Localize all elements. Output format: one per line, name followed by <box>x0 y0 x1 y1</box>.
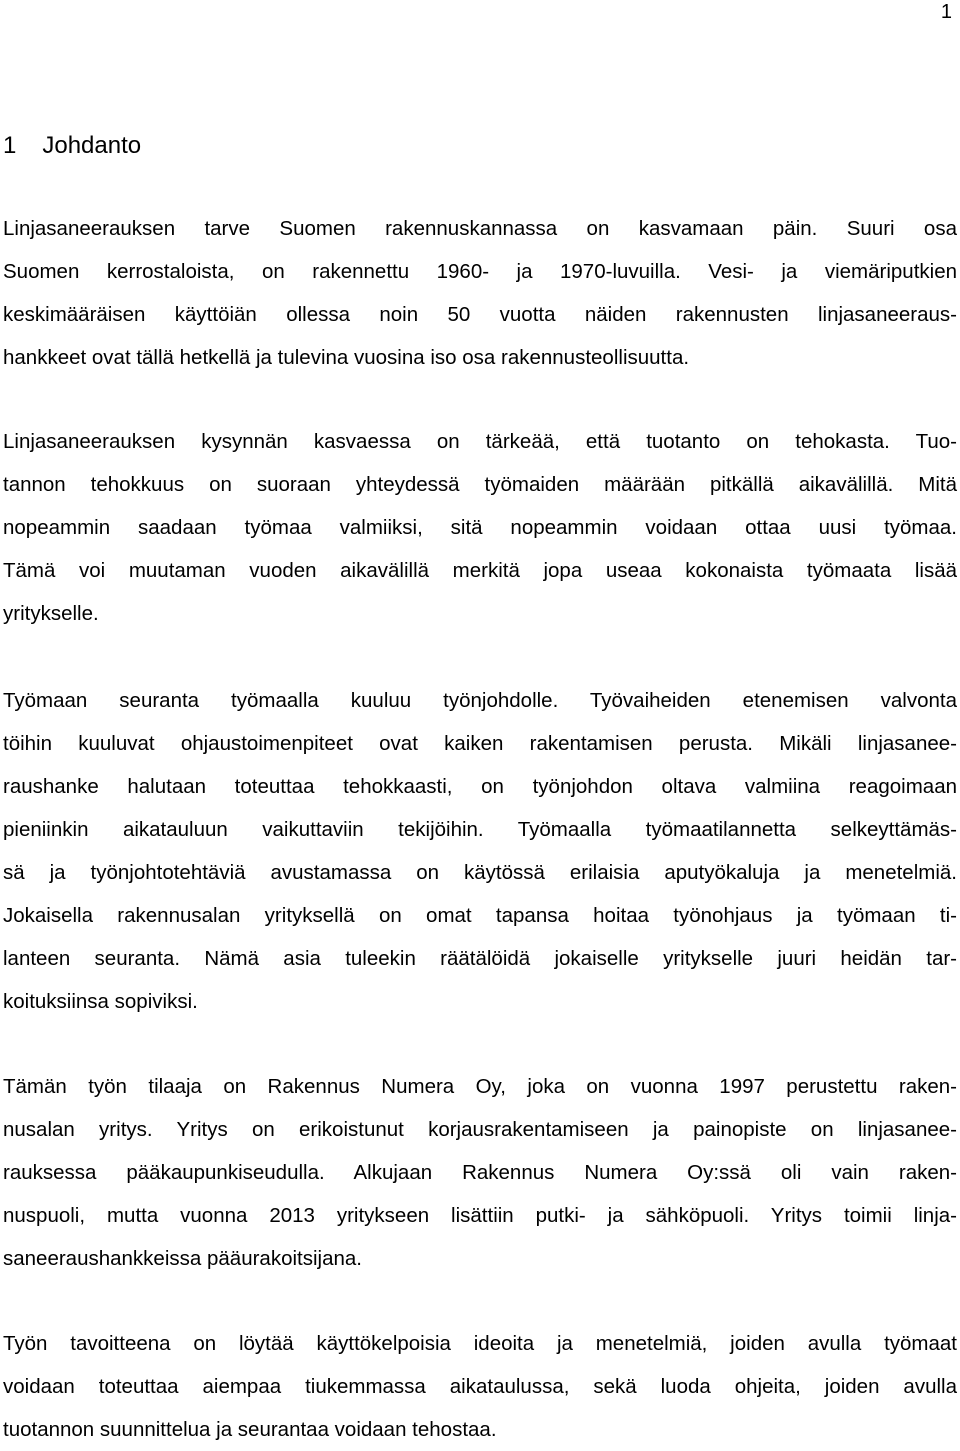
text-line: Jokaisella rakennusalan yrityksellä on omat tapansa hoitaa työnohjaus ja työmaan ti- <box>3 904 957 927</box>
text-line: keskimääräisen käyttöiän ollessa noin 50 vuotta näiden rakennusten linjasaneeraus- <box>3 303 957 326</box>
text-line: saneeraushankkeissa pääurakoitsijana. <box>3 1247 362 1270</box>
text-line: sä ja työnjohtotehtäviä avustamassa on käytössä erilaisia aputyökaluja ja menetelmiä. <box>3 861 957 884</box>
section-title: Johdanto <box>42 132 142 159</box>
paragraph-2 <box>3 420 957 635</box>
text-line: voidaan toteuttaa aiempaa tiukemmassa aikataulussa, sekä luoda ohjeita, joiden avulla <box>3 1375 957 1398</box>
text-line: koituksiinsa sopiviksi. <box>3 990 198 1013</box>
paragraph-1 <box>3 207 957 379</box>
text-line: tuotannon suunnittelua ja seurantaa voidaan tehostaa. <box>3 1418 497 1441</box>
text-line: pieniinkin aikatauluun vaikuttaviin tekijöihin. Työmaalla työmaatilannetta selkeyttämäs- <box>3 818 957 841</box>
paragraph-5 <box>3 1322 957 1451</box>
text-line: Tämä voi muutaman vuoden aikavälillä merkitä jopa useaa kokonaista työmaata lisää <box>3 559 957 582</box>
text-line: tannon tehokkuus on suoraan yhteydessä työmaiden määrään pitkällä aikavälillä. Mitä <box>3 473 957 496</box>
text-line: hankkeet ovat tällä hetkellä ja tulevina vuosina iso osa rakennusteollisuutta. <box>3 346 690 369</box>
paragraph-3 <box>3 679 957 1023</box>
text-line: raushanke halutaan toteuttaa tehokkaasti, on työnjohdon oltava valmiina reagoimaan <box>3 775 957 798</box>
text-line: töihin kuuluvat ohjaustoimenpiteet ovat kaiken rakentamisen perusta. Mikäli linjasanee- <box>3 732 957 755</box>
text-line: rauksessa pääkaupunkiseudulla. Alkujaan Rakennus Numera Oy:ssä oli vain raken- <box>3 1161 957 1184</box>
text-line: nopeammin saadaan työmaa valmiiksi, sitä nopeammin voidaan ottaa uusi työmaa. <box>3 516 957 539</box>
text-line: nusalan yritys. Yritys on erikoistunut korjausrakentamiseen ja painopiste on linjasanee- <box>3 1118 957 1141</box>
text-line: Työn tavoitteena on löytää käyttökelpoisia ideoita ja menetelmiä, joiden avulla työmaat <box>3 1332 957 1355</box>
text-line: nuspuoli, mutta vuonna 2013 yritykseen lisättiin putki- ja sähköpuoli. Yritys toimii linja- <box>3 1204 957 1227</box>
paragraph-4 <box>3 1065 957 1280</box>
text-line: Linjasaneerauksen kysynnän kasvaessa on tärkeää, että tuotanto on tehokasta. Tuo- <box>3 430 957 453</box>
section-heading <box>3 130 141 162</box>
text-line: lanteen seuranta. Nämä asia tuleekin räätälöidä jokaiselle yritykselle juuri heidän tar- <box>3 947 957 970</box>
text-line: Linjasaneerauksen tarve Suomen rakennuskannassa on kasvamaan päin. Suuri osa <box>3 217 957 240</box>
section-number: 1 <box>3 132 17 159</box>
text-line: Tämän työn tilaaja on Rakennus Numera Oy, joka on vuonna 1997 perustettu raken- <box>3 1075 957 1098</box>
text-line: Suomen kerrostaloista, on rakennettu 1960- ja 1970-luvuilla. Vesi- ja viemäriputkien <box>3 260 957 283</box>
text-line: Työmaan seuranta työmaalla kuuluu työnjohdolle. Työvaiheiden etenemisen valvonta <box>3 689 957 712</box>
page-number: 1 <box>940 1 952 23</box>
text-line: yritykselle. <box>3 602 99 625</box>
